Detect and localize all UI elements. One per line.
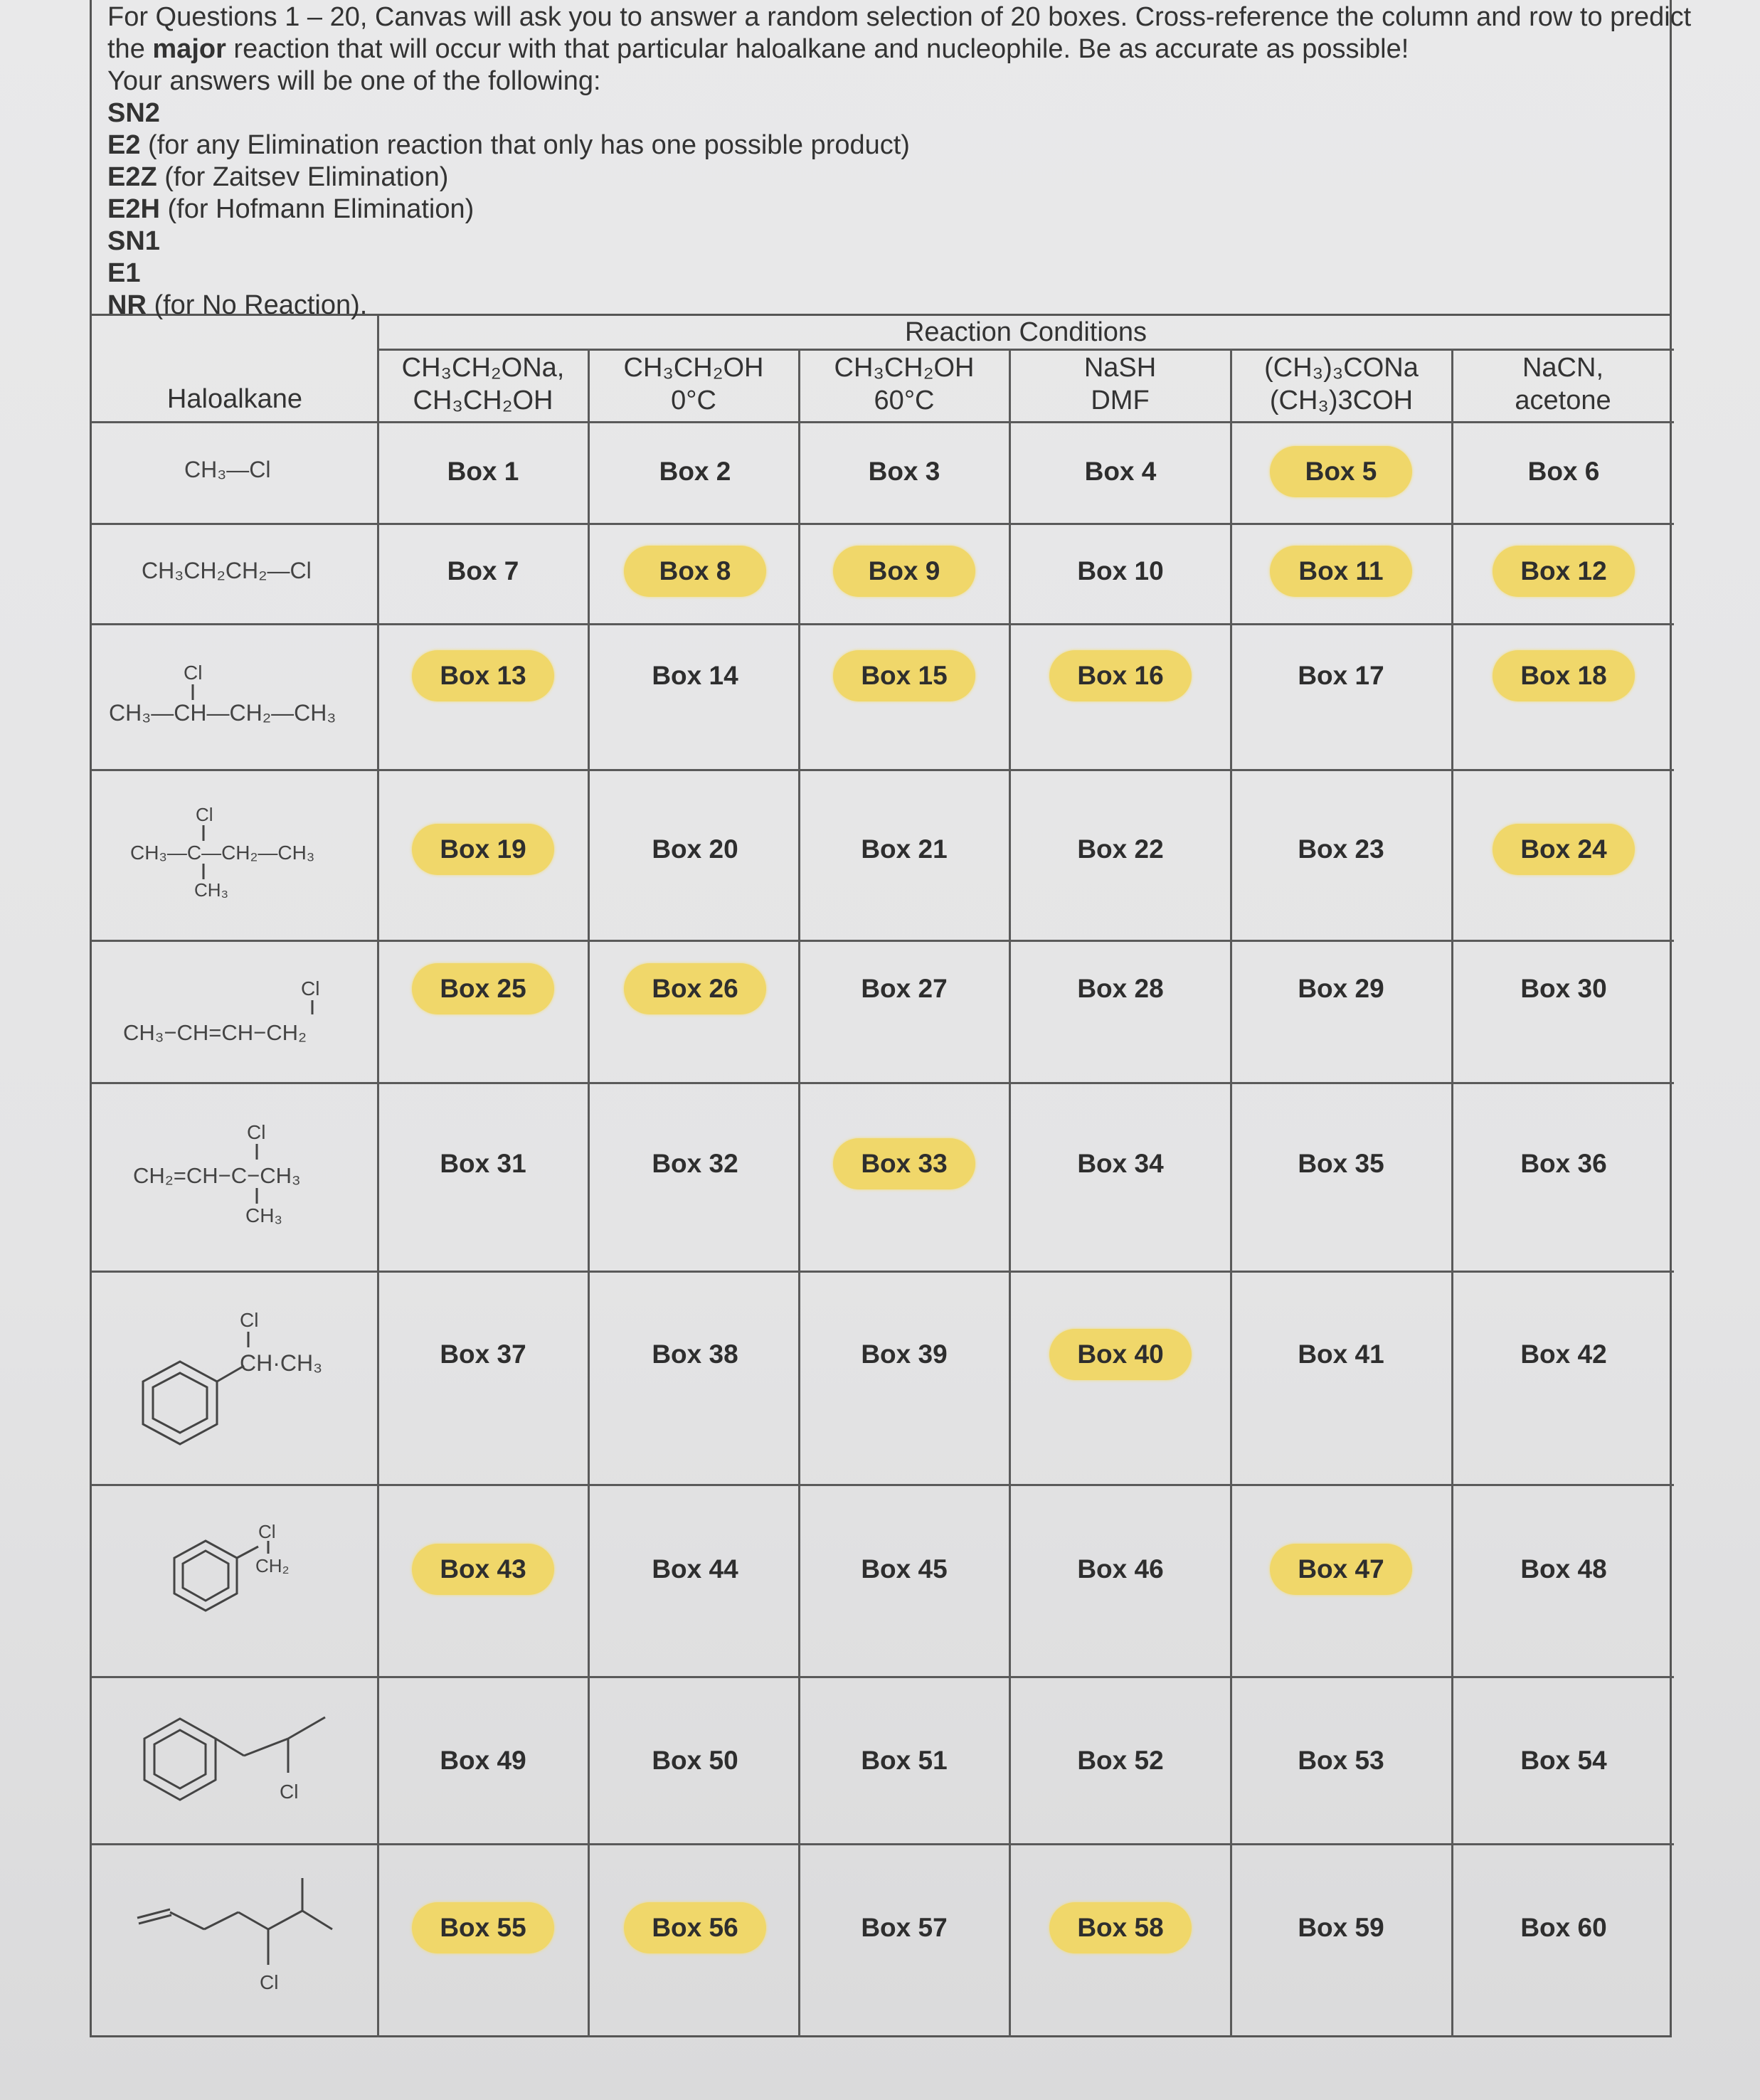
answer-box-32[interactable]: Box 32 [652, 1149, 738, 1178]
column-divider [377, 316, 379, 2037]
answer-box-57[interactable]: Box 57 [861, 1913, 948, 1942]
bond-line [311, 1000, 314, 1014]
row-divider [92, 623, 1674, 625]
answer-box-37[interactable]: Box 37 [440, 1340, 526, 1369]
answer-box-9[interactable]: Box 9 [833, 546, 975, 597]
answer-box-35[interactable]: Box 35 [1298, 1149, 1384, 1178]
answer-box-13[interactable]: Box 13 [412, 650, 554, 701]
answer-box-20[interactable]: Box 20 [652, 834, 738, 864]
benzene-ring [137, 1359, 223, 1447]
answer-box-45[interactable]: Box 45 [861, 1554, 948, 1584]
answer-option-e2: E2 (for any Elimination reaction that only has one possible product) [107, 130, 910, 160]
row-divider [92, 421, 1674, 423]
answer-box-55[interactable]: Box 55 [412, 1902, 554, 1953]
chlorine-label: Cl [258, 1521, 276, 1542]
answer-box-12[interactable]: Box 12 [1493, 546, 1635, 597]
answer-box-59[interactable]: Box 59 [1298, 1913, 1384, 1942]
chlorine-label: Cl [301, 977, 320, 999]
condition-header-2: CH₃CH₂OH 0°C [623, 353, 764, 415]
row-divider [92, 523, 1674, 525]
substrate-benzene-chloro-skeletal [137, 1714, 336, 1807]
substrate-benzyl-chloride: CH₂ [255, 1555, 290, 1576]
bond-line [267, 1541, 270, 1554]
bond-line [202, 825, 205, 841]
answer-box-38[interactable]: Box 38 [652, 1340, 738, 1369]
row-divider [92, 1271, 1674, 1273]
answer-box-53[interactable]: Box 53 [1298, 1746, 1384, 1775]
chlorine-label: Cl [184, 662, 203, 684]
answer-box-10[interactable]: Box 10 [1077, 556, 1164, 585]
answer-box-18[interactable]: Box 18 [1493, 650, 1635, 701]
answer-box-24[interactable]: Box 24 [1493, 824, 1635, 875]
answer-box-19[interactable]: Box 19 [412, 824, 554, 875]
methyl-label: CH₃ [194, 879, 229, 901]
substrate-3-chloro-3-methyl-1-butene: CH₂=CH−C−CH₃ [133, 1163, 301, 1188]
instructions-line-3: Your answers will be one of the following: [107, 66, 601, 96]
answer-box-7[interactable]: Box 7 [447, 556, 519, 585]
svg-text:Cl: Cl [280, 1781, 299, 1803]
answer-box-1[interactable]: Box 1 [447, 457, 519, 486]
substrate-2-chlorobutane: CH₃—CH—CH₂—CH₃ [109, 700, 336, 726]
column-divider [1009, 349, 1011, 2037]
row-divider [92, 1843, 1674, 1845]
bond-line [202, 864, 205, 879]
answer-box-8[interactable]: Box 8 [624, 546, 766, 597]
svg-text:Cl: Cl [260, 1971, 279, 1993]
answer-box-46[interactable]: Box 46 [1077, 1554, 1164, 1584]
answer-box-29[interactable]: Box 29 [1298, 974, 1384, 1003]
substrate-1-chloro-2-butene: CH₃−CH=CH−CH₂ [123, 1020, 307, 1045]
condition-header-5: (CH₃)₃CONa (CH₃)3COH [1264, 353, 1419, 415]
answer-box-39[interactable]: Box 39 [861, 1340, 948, 1369]
instructions-line-2: the major reaction that will occur with that particular haloalkane and nucleophile. Be as accurate as possible! [107, 34, 1409, 64]
answer-box-44[interactable]: Box 44 [652, 1554, 738, 1584]
column-divider [798, 349, 800, 2037]
reaction-table [90, 316, 1672, 2037]
answer-box-48[interactable]: Box 48 [1520, 1554, 1607, 1584]
answer-box-21[interactable]: Box 21 [861, 834, 948, 864]
row-divider [92, 769, 1674, 771]
condition-header-4: NaSH DMF [1083, 353, 1157, 415]
answer-box-56[interactable]: Box 56 [624, 1902, 766, 1953]
answer-box-40[interactable]: Box 40 [1049, 1329, 1192, 1380]
answer-box-25[interactable]: Box 25 [412, 963, 554, 1014]
answer-box-47[interactable]: Box 47 [1270, 1544, 1412, 1595]
reaction-conditions-header: Reaction Conditions [904, 317, 1147, 347]
answer-box-30[interactable]: Box 30 [1520, 974, 1607, 1003]
answer-box-52[interactable]: Box 52 [1077, 1746, 1164, 1775]
answer-box-42[interactable]: Box 42 [1520, 1340, 1607, 1369]
benzene-ring [170, 1538, 241, 1612]
answer-box-3[interactable]: Box 3 [868, 457, 940, 486]
row-divider [92, 1484, 1674, 1486]
answer-option-e2z: E2Z (for Zaitsev Elimination) [107, 162, 449, 192]
answer-box-2[interactable]: Box 2 [659, 457, 731, 486]
answer-box-23[interactable]: Box 23 [1298, 834, 1384, 864]
chlorine-label: Cl [196, 804, 213, 825]
instructions-line-1: For Questions 1 – 20, Canvas will ask you to answer a random selection of 20 boxes. Cross-reference the column and row to predict [107, 2, 1692, 32]
substrate-1-chloropropane: CH₃CH₂CH₂—Cl [142, 558, 312, 583]
condition-header-3: CH₃CH₂OH 60°C [834, 353, 975, 415]
answer-box-43[interactable]: Box 43 [412, 1544, 554, 1595]
header-divider [378, 349, 1674, 351]
answer-box-33[interactable]: Box 33 [833, 1138, 975, 1189]
answer-box-16[interactable]: Box 16 [1049, 650, 1192, 701]
substrate-chloro-alkene-skeletal [136, 1889, 339, 1996]
condition-header-6: NaCN, acetone [1515, 353, 1611, 415]
answer-option-e2h: E2H (for Hofmann Elimination) [107, 194, 475, 224]
answer-box-6[interactable]: Box 6 [1527, 457, 1600, 486]
answer-box-49[interactable]: Box 49 [440, 1746, 526, 1775]
instructions-box [90, 0, 1692, 320]
answer-option-nr: NR (for No Reaction). [107, 290, 368, 320]
answer-box-50[interactable]: Box 50 [652, 1746, 738, 1775]
row-divider [92, 940, 1674, 942]
answer-box-15[interactable]: Box 15 [833, 650, 975, 701]
bond-line [255, 1188, 258, 1204]
answer-box-26[interactable]: Box 26 [624, 963, 766, 1014]
row-divider [92, 1676, 1674, 1678]
substrate-chloromethane: CH₃—Cl [184, 457, 271, 482]
row-divider [92, 1082, 1674, 1084]
answer-box-51[interactable]: Box 51 [861, 1746, 948, 1775]
answer-box-54[interactable]: Box 54 [1520, 1746, 1607, 1775]
haloalkane-header: Haloalkane [166, 384, 303, 414]
chlorine-label: Cl [240, 1309, 259, 1331]
column-divider [1451, 349, 1453, 2037]
answer-option-sn1: SN1 [107, 226, 160, 256]
bond-line [255, 1144, 258, 1160]
answer-box-11[interactable]: Box 11 [1270, 546, 1412, 597]
methyl-label: CH₃ [245, 1204, 282, 1226]
answer-box-14[interactable]: Box 14 [652, 661, 738, 690]
chlorine-label: Cl [247, 1121, 266, 1143]
answer-box-60[interactable]: Box 60 [1520, 1913, 1607, 1942]
answer-box-22[interactable]: Box 22 [1077, 834, 1164, 864]
answer-box-4[interactable]: Box 4 [1084, 457, 1157, 486]
column-divider [1230, 349, 1232, 2037]
bond-line [247, 1332, 250, 1347]
substrate-2-chloro-2-methylbutane: CH₃—C—CH₂—CH₃ [130, 842, 315, 864]
answer-box-17[interactable]: Box 17 [1298, 661, 1384, 690]
answer-box-27[interactable]: Box 27 [861, 974, 948, 1003]
answer-box-34[interactable]: Box 34 [1077, 1149, 1164, 1178]
column-divider [588, 349, 590, 2037]
answer-box-5[interactable]: Box 5 [1270, 446, 1412, 497]
answer-box-58[interactable]: Box 58 [1049, 1902, 1192, 1953]
bond-line [191, 684, 194, 700]
answer-option-e1: E1 [107, 258, 141, 288]
answer-box-41[interactable]: Box 41 [1298, 1340, 1384, 1369]
condition-header-1: CH₃CH₂ONa, CH₃CH₂OH [401, 353, 565, 415]
substrate-1-chloroethylbenzene: CH·CH₃ [240, 1350, 323, 1376]
answer-box-31[interactable]: Box 31 [440, 1149, 526, 1178]
answer-box-28[interactable]: Box 28 [1077, 974, 1164, 1003]
answer-box-36[interactable]: Box 36 [1520, 1149, 1607, 1178]
answer-option-sn2: SN2 [107, 98, 160, 128]
